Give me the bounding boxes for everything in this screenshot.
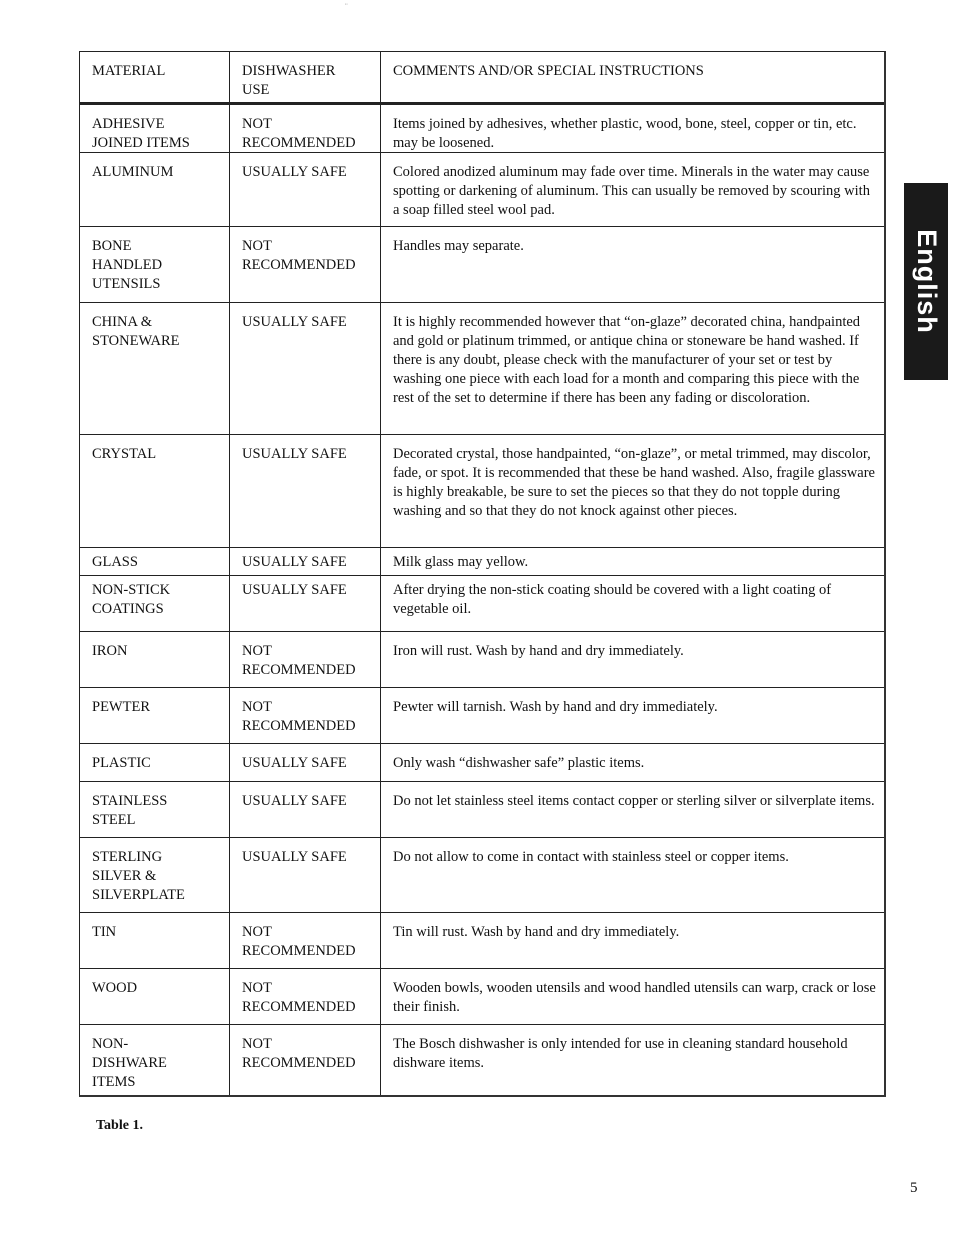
use-cell: NOT RECOMMENDED — [230, 1025, 381, 1095]
comment-cell: Tin will rust. Wash by hand and dry immediately. — [393, 924, 680, 940]
header-comments: COMMENTS AND/OR SPECIAL INSTRUCTIONS — [393, 63, 704, 79]
use-cell: NOT RECOMMENDED — [230, 105, 381, 152]
comment-cell: Colored anodized aluminum may fade over time. Minerals in the water may cause spotting or darkening of aluminum. This can usually be removed by scouring with a soap filled steel wool pad. — [393, 164, 870, 218]
table-row — [80, 302, 884, 434]
table-header-row — [80, 52, 884, 104]
language-tab-label: English — [911, 229, 942, 334]
material-cell: CRYSTAL — [80, 435, 230, 547]
page-number: 5 — [910, 1180, 918, 1196]
use-cell: USUALLY SAFE — [230, 435, 381, 547]
use-cell: USUALLY SAFE — [230, 303, 381, 434]
comment-cell: Do not allow to come in contact with stainless steel or copper items. — [393, 849, 789, 865]
comment-cell: Milk glass may yellow. — [393, 554, 529, 570]
use-cell: USUALLY SAFE — [230, 548, 381, 575]
comment-cell: Wooden bowls, wooden utensils and wood handled utensils can warp, crack or lose their finish. — [393, 980, 876, 1015]
material-cell: STERLING SILVER & SILVERPLATE — [80, 838, 230, 912]
table-caption: Table 1. — [96, 1118, 143, 1133]
use-cell: NOT RECOMMENDED — [230, 969, 381, 1024]
header-use-line: USE — [242, 82, 270, 98]
material-cell: PLASTIC — [80, 744, 230, 781]
table-row — [80, 912, 884, 968]
table-row — [80, 152, 884, 226]
material-cell: GLASS — [80, 548, 230, 575]
material-cell: STAINLESS STEEL — [80, 782, 230, 837]
comment-cell: After drying the non-stick coating should be covered with a light coating of vegetable oil. — [393, 582, 832, 617]
material-cell: NON- DISHWARE ITEMS — [80, 1025, 230, 1095]
use-cell: USUALLY SAFE — [230, 576, 381, 631]
material-cell: ALUMINUM — [80, 153, 230, 226]
use-cell: USUALLY SAFE — [230, 153, 381, 226]
comment-cell: It is highly recommended however that “on-glaze” decorated china, handpainted and gold or platinum trimmed, or antique china or stoneware be hand washed. If there is any doubt, please check with the manufacturer of your set or test by washing one piece with each load for a month and comparing this piece with the rest of the set to determine if there has been any fading or discoloration. — [393, 314, 861, 406]
table-row — [80, 547, 884, 575]
table-row — [80, 434, 884, 547]
use-cell: USUALLY SAFE — [230, 744, 381, 781]
use-cell: NOT RECOMMENDED — [230, 688, 381, 743]
use-cell: USUALLY SAFE — [230, 838, 381, 912]
table-row — [80, 837, 884, 912]
material-cell: PEWTER — [80, 688, 230, 743]
comment-cell: The Bosch dishwasher is only intended for use in cleaning standard household dishware items. — [393, 1036, 848, 1071]
use-cell: USUALLY SAFE — [230, 782, 381, 837]
use-cell: NOT RECOMMENDED — [230, 632, 381, 687]
use-cell: NOT RECOMMENDED — [230, 227, 381, 302]
table-row — [80, 631, 884, 687]
comment-cell: Do not let stainless steel items contact copper or sterling silver or silverplate items. — [393, 793, 875, 809]
table-row — [80, 968, 884, 1024]
header-use-line: DISHWASHER — [242, 63, 336, 79]
table-row — [80, 104, 884, 152]
material-cell: WOOD — [80, 969, 230, 1024]
comment-cell: Pewter will tarnish. Wash by hand and dry immediately. — [393, 699, 718, 715]
material-cell: CHINA & STONEWARE — [80, 303, 230, 434]
use-cell: NOT RECOMMENDED — [230, 913, 381, 968]
material-cell: TIN — [80, 913, 230, 968]
comment-cell: Iron will rust. Wash by hand and dry immediately. — [393, 643, 684, 659]
comment-cell: Only wash “dishwasher safe” plastic items. — [393, 755, 645, 771]
header-material: MATERIAL — [80, 52, 230, 102]
material-cell: ADHESIVE JOINED ITEMS — [80, 105, 230, 152]
comment-cell: Decorated crystal, those handpainted, “on-glaze”, or metal trimmed, may discolor, fade, or spot. It is recommended that these be hand washed. Also, fragile glassware is highly breakable, be sure to set the pieces so that they do not topple during washing and so that they do not knock against other pieces. — [393, 446, 875, 519]
material-cell: BONE HANDLED UTENSILS — [80, 227, 230, 302]
table-row — [80, 575, 884, 631]
comment-cell: Items joined by adhesives, whether plastic, wood, bone, steel, copper or tin, etc. may be loosened. — [393, 116, 857, 151]
dishwasher-materials-table — [79, 51, 886, 1097]
scan-speck: ¨ — [345, 2, 348, 11]
table-row — [80, 226, 884, 302]
table-row — [80, 687, 884, 743]
comment-cell: Handles may separate. — [393, 238, 524, 254]
material-cell: IRON — [80, 632, 230, 687]
table-row — [80, 1024, 884, 1095]
header-dishwasher-use — [230, 52, 381, 102]
material-cell: NON-STICK COATINGS — [80, 576, 230, 631]
language-tab — [904, 183, 948, 380]
table-row — [80, 743, 884, 781]
table-row — [80, 781, 884, 837]
